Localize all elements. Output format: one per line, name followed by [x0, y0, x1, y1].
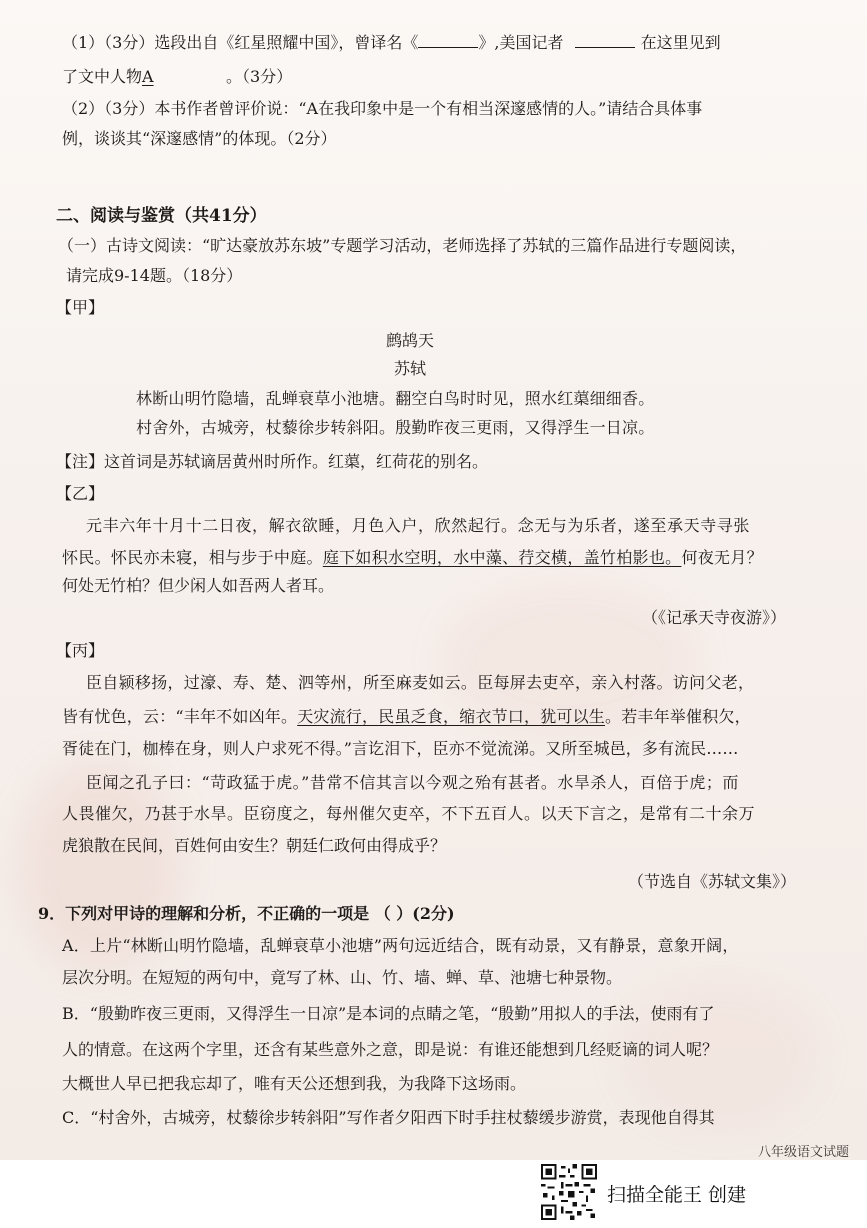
answer-blank	[575, 33, 635, 48]
scanner-brand-label: 扫描全能王 创建	[607, 1184, 747, 1206]
poem-author: 苏轼	[394, 359, 427, 378]
question-1-line-1: （1）（3分）选段出自《红星照耀中国》，曾译名《 》,美国记者 在这里见到	[62, 33, 721, 52]
section-intro-2: 请完成9-14题。（18分）	[66, 266, 243, 285]
question-2-line-1: （2）（3分）本书作者曾评价说：“A在我印象中是一个有相当深邃感情的人。”请结合具体事	[62, 99, 703, 118]
question-2-line-2: 例，谈谈其“深邃感情”的体现。（2分）	[62, 129, 337, 148]
poem-title: 鹧鸪天	[386, 331, 435, 350]
question-9-stem: 9．下列对甲诗的理解和分析，不正确的一项是 （ ）(2分)	[38, 904, 455, 923]
option-b-line-2: 人的情意。在这两个字里，还含有某些意外之意，即是说：有谁还能想到几经贬谪的词人呢？	[62, 1040, 719, 1059]
passage-bing-line-4: 臣闻之孔子曰：“苛政猛于虎。”昔常不信其言以今观之殆有甚者。水旱杀人，百倍于虎；而	[86, 773, 739, 792]
passage-label-yi: 【乙】	[56, 484, 105, 503]
poem-note: 【注】这首词是苏轼谪居黄州时所作。红蕖，红荷花的别名。	[56, 452, 489, 471]
underlined-sentence: 庭下如积水空明，水中藻、荇交横，盖竹柏影也。	[322, 548, 682, 567]
passage-bing-source: （节选自《苏轼文集》）	[627, 872, 796, 891]
section-heading: 二、阅读与鉴赏（共41分）	[56, 206, 267, 226]
passage-yi-line-2: 怀民。怀民亦未寝，相与步于中庭。庭下如积水空明，水中藻、荇交横，盖竹柏影也。何夜无月？	[62, 548, 763, 567]
underlined-sentence: 天灾流行，民虽乏食，缩衣节口，犹可以生	[297, 707, 605, 726]
passage-bing-line-3: 胥徒在门，枷棒在身，则人户求死不得。”言讫泪下，臣亦不觉流涕。又所至城邑，多有流民……	[62, 739, 739, 758]
handwritten-answer: A	[142, 67, 154, 86]
page-footer-text: 八年级语文试题	[758, 1145, 850, 1160]
option-a-line-2: 层次分明。在短短的两句中，竟写了林、山、竹、墙、蝉、草、池塘七种景物。	[62, 968, 623, 987]
passage-label-jia: 【甲】	[56, 298, 105, 317]
passage-bing-line-5: 人畏催欠，乃甚于水旱。臣窃度之，每州催欠吏卒，不下五百人。以天下言之，是常有二十余万	[62, 804, 756, 823]
section-intro: （一）古诗文阅读：“旷达豪放苏东坡”专题学习活动，老师选择了苏轼的三篇作品进行专题阅读，	[58, 236, 747, 255]
qr-code-icon	[541, 1164, 597, 1220]
answer-blank	[418, 33, 478, 48]
option-a-line-1: A．上片“林断山明竹隐墙，乱蝉衰草小池塘”两句远近结合，既有动景，又有静景，意象开阔，	[62, 936, 739, 955]
poem-line-1: 林断山明竹隐墙，乱蝉衰草小池塘。翻空白鸟时时见，照水红蕖细细香。	[136, 389, 655, 408]
question-1-line-2: 了文中人物A 。（3分）	[62, 67, 293, 86]
passage-yi-line-3: 何处无竹柏？但少闲人如吾两人者耳。	[62, 576, 335, 595]
passage-bing-line-6: 虎狼散在民间，百姓何由安生？朝廷仁政何由得成乎？	[62, 836, 447, 855]
passage-bing-line-1: 臣自颍移扬，过濠、寿、楚、泗等州，所至麻麦如云。臣每屏去吏卒，亲入村落。访问父老，	[86, 673, 755, 692]
option-b-line-1: B．“殷勤昨夜三更雨，又得浮生一日凉”是本词的点睛之笔，“殷勤”用拟人的手法，使雨有了	[62, 1004, 715, 1023]
poem-line-2: 村舍外，古城旁，杖藜徐步转斜阳。殷勤昨夜三更雨，又得浮生一日凉。	[136, 418, 655, 437]
option-c-line-1: C．“村舍外，古城旁，杖藜徐步转斜阳”写作者夕阳西下时手拄杖藜缓步游赏，表现他自得其	[62, 1108, 715, 1127]
passage-yi-source: （《记承天寺夜游》）	[641, 608, 786, 627]
option-b-line-3: 大概世人早已把我忘却了，唯有天公还想到我，为我降下这场雨。	[62, 1074, 527, 1093]
passage-label-bing: 【丙】	[56, 641, 105, 660]
passage-yi-line-1: 元丰六年十月十二日夜，解衣欲睡，月色入户，欣然起行。念无与为乐者，遂至承天寺寻张	[86, 516, 751, 535]
passage-bing-line-2: 皆有忧色，云：“丰年不如凶年。天灾流行，民虽乏食，缩衣节口，犹可以生。若丰年举催积欠，	[62, 707, 751, 726]
